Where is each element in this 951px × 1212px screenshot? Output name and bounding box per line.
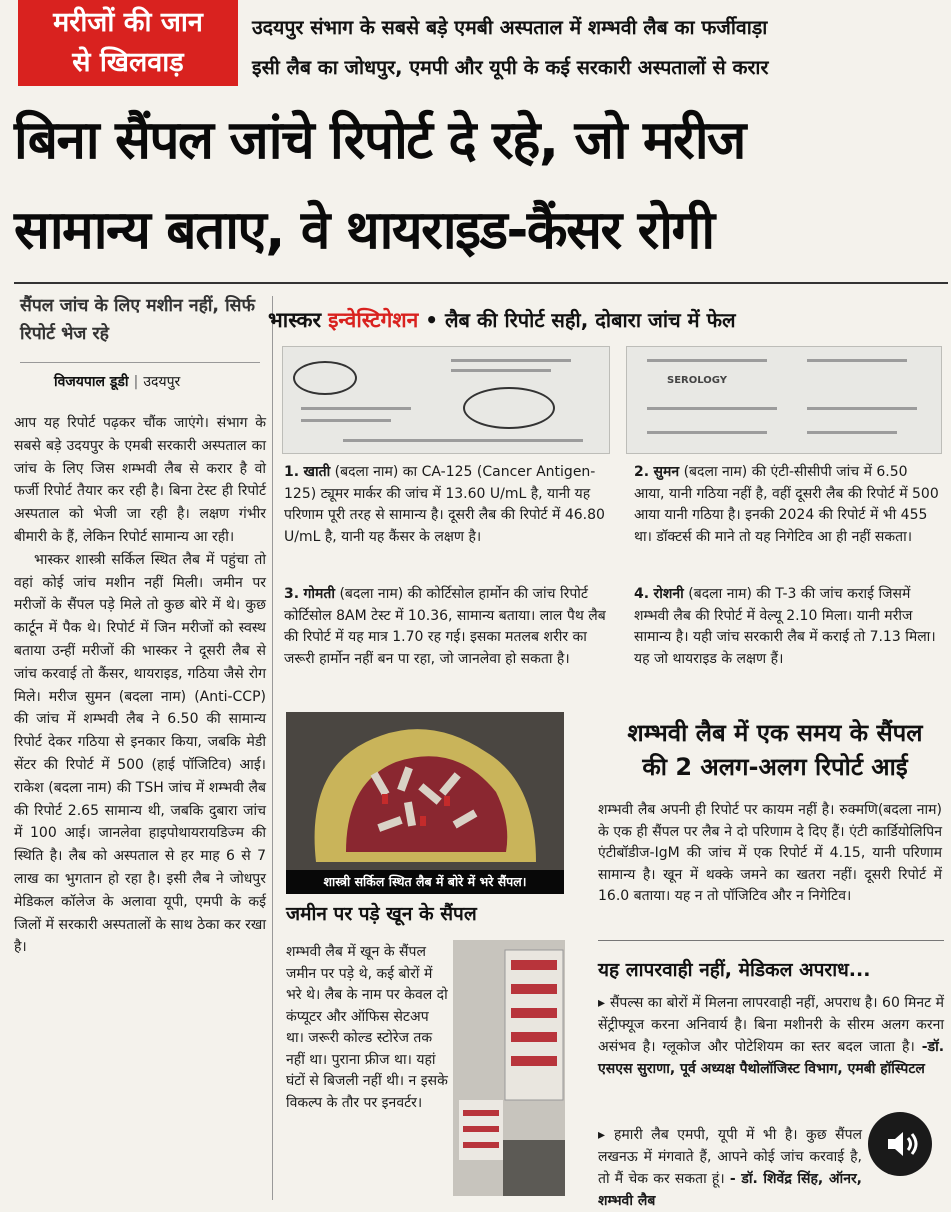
expert-quote-1: ▸ सैंपल्स का बोरों में मिलना लापरवाही नहीं, अपराध है। 60 मिनट में सेंट्रीफ्यूज करना अनिवार्य है। बिना मशीनरी के सीरम अलग करना असंभव है। ग्लूकोज और पोटेशियम का स्तर बदल जाता है। -डॉ. एसएस सुराणा, पूर्व अध्यक्ष पैथोलॉजिस्ट विभाग, एमबी हॉस्पिटल: [598, 995, 945, 1077]
report-item-4: [634, 584, 940, 670]
two-reports-title-line1: शम्भवी लैब में एक समय के सैंपल: [627, 719, 923, 747]
speaker-icon[interactable]: [868, 1112, 932, 1176]
kicker: [252, 8, 947, 88]
report-name: खाती: [303, 464, 331, 480]
kicker-line1: उदयपुर संभाग के सबसे बड़े एमबी अस्पताल में शम्भवी लैब का फर्जीवाड़ा: [252, 16, 768, 39]
two-reports-title-line2: की 2 अलग-अलग रिपोर्ट आई: [642, 753, 908, 781]
body-column: [14, 412, 266, 959]
byline-city: उदयपुर: [143, 374, 181, 390]
headline-line1: बिना सैंपल जांचे रिपोर्ट दे रहे, जो मरीज: [14, 110, 745, 171]
section-tag-line2: से खिलवाड़: [72, 47, 184, 78]
photo-sacks: [286, 712, 564, 894]
report-thumbnail-2: [626, 346, 942, 454]
byline: विजयपाल डूडी | उदयपुर: [54, 374, 181, 390]
section-tag-line1: मरीजों की जान: [53, 7, 203, 38]
report-num: 3.: [284, 586, 300, 602]
body-paragraph-1: आप यह रिपोर्ट पढ़कर चौंक जाएंगे। संभाग के सबसे बड़े उदयपुर के एमबी सरकारी अस्पताल का जांच के लिए जिस शम्भवी लैब से करार है वो फर्जी रिपोर्ट तैयार कर रही है। बिना टेस्ट ही रिपोर्ट अस्पताल को भेजी जा रही है। लक्षण गंभीर बीमारी के हैं, लेकिन रिपोर्ट सामान्य आ रही।: [14, 415, 266, 545]
section-tag: [18, 0, 238, 86]
byline-name: विजयपाल डूडी: [54, 374, 129, 390]
report-text: (बदला नाम) की T-3 की जांच कराई जिसमें शम्भवी लैब की रिपोर्ट में वेल्यू 2.10 मिला। यानी मरीज सामान्य है। यही जांच सरकारी लैब में कराई तो 7.13 मिला। यह जो थायराइड के लक्षण हैं।: [634, 586, 936, 667]
investigation-tagline: • लैब की रिपोर्ट सही, दोबारा जांच में फेल: [425, 308, 736, 332]
report-text: (बदला नाम) का CA-125 (Cancer Antigen-125) ट्यूमर मार्कर की जांच में 13.60 U/mL है, यानी यह परिणाम पूरी तरह से सामान्य है। दूसरी लैब की रिपोर्ट में 46.80 U/mL है, यानी यह कैंसर के लक्षण है।: [284, 464, 605, 545]
serology-label: SEROLOGY: [667, 375, 727, 386]
investigation-bar: [268, 300, 951, 340]
photo-lab: [453, 940, 565, 1196]
annotation-circle: [463, 387, 555, 429]
body-paragraph-2: भास्कर शास्त्री सर्किल स्थित लैब में पहुंचा तो वहां कोई जांच मशीन नहीं मिली। जमीन पर मरीजों के सैंपल पड़े मिले तो कुछ बोरे में थे। कुछ कार्टून में पैक थे। रिपोर्ट में जिन मरीजों को स्वस्थ बताया उन्हीं मरीजों की भास्कर ने दूसरी लैब से जांच करवाई तो कैंसर, थायराइड, गठिया जैसे रोग मिले। मरीज सुमन (बदला नाम) (Anti-CCP) की जांच में शम्भवी लैब ने 6.50 की सामान्य रिपोर्ट देकर गठिया से इनकार किया, जबकि मेडी सेंटर की रिपोर्ट में 500 (हाई पॉजिटिव) आई। राकेश (बदला नाम) की TSH जांच में शम्भवी लैब की रिपोर्ट 2.65 सामान्य थी, जबकि दुबारा जांच में 100 आई। जानलेवा हाइपोथायरायडिज्म की स्थिति है। लैब को अस्पताल से हर माह 6 से 7 लाख का भुगतान हो रहा है। इसी लैब ने जोधपुर मेडिकल कॉलेज के अलावा यूपी, एमपी के कई जिलों में सरकारी अस्पतालों के साथ ठेका कर रखा है।: [14, 551, 266, 956]
expert-quote-2-text: हमारी लैब एमपी, यूपी में भी है। कुछ सैंपल लखनऊ में मंगवाते हैं, आपने कोई जांच करवाई है, तो मैं चेक कर सकता हूं।: [598, 1127, 863, 1187]
report-name: गोमती: [303, 586, 336, 602]
report-item-2: [634, 462, 940, 548]
report-item-3: [284, 584, 610, 670]
report-item-1: [284, 462, 610, 548]
headline: [14, 96, 949, 276]
annotation-circle: [293, 361, 357, 395]
report-num: 4.: [634, 586, 650, 602]
expert-quote-1-text: सैंपल्स का बोरों में मिलना लापरवाही नहीं, अपराध है। 60 मिनट में सेंट्रीफ्यूज करना अनिवार्य है। बिना मशीनरी के सीरम अलग करना असंभव है। ग्लूकोज और पोटेशियम का स्तर बदल जाता है।: [598, 995, 945, 1055]
column-divider: [272, 296, 273, 1200]
expert-quote-2: ▸ हमारी लैब एमपी, यूपी में भी है। कुछ सैंपल लखनऊ में मंगवाते हैं, आपने कोई जांच करवाई है, तो मैं चेक कर सकता हूं। - डॉ. शिवेंद्र सिंह, ऑनर, शम्भवी लैब: [598, 1127, 863, 1209]
expert-quote-2-author: - डॉ. शिवेंद्र सिंह, ऑनर, शम्भवी लैब: [598, 1171, 863, 1209]
section-divider: [598, 940, 944, 941]
two-reports-text: शम्भवी लैब अपनी ही रिपोर्ट पर कायम नहीं है। रुक्मणि(बदला नाम) के एक ही सैंपल पर लैब ने दो परिणाम दे दिए हैं। एंटी कार्डियोलिपिन एंटीबॉडीज-IgM की जांच में एक रिपोर्ट में 4.15, यानी परिणाम सामान्य है। खून में थक्के जमने का खतरा नहीं। दूसरी रिपोर्ट में 16.0 बताया। यह न तो पॉजिटिव और न निगेटिव।: [598, 802, 942, 904]
negligence-title: यह लापरवाही नहीं, मेडिकल अपराध...: [598, 959, 871, 981]
divider: [20, 362, 260, 363]
brand-name: भास्कर: [268, 308, 322, 332]
report-num: 1.: [284, 464, 300, 480]
sack-illustration: [286, 712, 564, 870]
photo-caption: शास्त्री सर्किल स्थित लैब में बोरे में भरे सैंपल।: [286, 870, 564, 894]
report-name: सुमन: [653, 464, 680, 480]
report-num: 2.: [634, 464, 650, 480]
report-text: (बदला नाम) की कोर्टिसोल हार्मोन की जांच रिपोर्ट कोर्टिसोल 8AM टेस्ट में 10.36, सामान्य बताया। लाल पैथ लैब की रिपोर्ट में यह मात्र 1.70 रह गई। इसका मतलब शरीर का जरूरी हार्मोन नहीं बन पा रहा, जो जानलेवा हो सकता है।: [284, 586, 606, 667]
expert-quote-1-author: -डॉ. एसएस सुराणा, पूर्व अध्यक्ष पैथोलॉजिस्ट विभाग, एमबी हॉस्पिटल: [598, 1039, 945, 1077]
headline-rule: [14, 282, 948, 284]
blood-section-text: शम्भवी लैब में खून के सैंपल जमीन पर पड़े थे, कई बोरों में भरे थे। लैब के नाम पर केवल दो कंप्यूटर और ऑफिस सेटअप था। जरूरी कोल्ड स्टोरेज तक नहीं था। पुराना फ्रीज था। यहां घंटों से बिजली नहीं थी। न इसके विकल्प के तौर पर इनवर्टर।: [286, 944, 448, 1111]
blood-section-title: जमीन पर पड़े खून के सैंपल: [286, 903, 477, 925]
investigation-label: इन्वेस्टिगेशन: [328, 308, 419, 332]
two-reports-title: [602, 716, 948, 784]
headline-line2: सामान्य बताए, वे थायराइड-कैंसर रोगी: [14, 200, 714, 261]
lab-illustration: [453, 940, 565, 1196]
report-thumbnail-1: [282, 346, 610, 454]
report-text: (बदला नाम) की एंटी-सीसीपी जांच में 6.50 आया, यानी गठिया नहीं है, वहीं दूसरी लैब की रिपोर्ट में 500 आया यानी गठिया है। इनकी 2024 की रिपोर्ट में भी 455 था। डॉक्टर्स की माने तो यह निगेटिव आ ही नहीं सकता।: [634, 464, 939, 545]
speaker-glyph: [868, 1112, 932, 1176]
report-name: रोशनी: [653, 586, 684, 602]
side-heading: सैंपल जांच के लिए मशीन नहीं, सिर्फ रिपोर्ट भेज रहे: [20, 296, 255, 344]
kicker-line2: इसी लैब का जोधपुर, एमपी और यूपी के कई सरकारी अस्पतालों से करार: [252, 56, 769, 79]
